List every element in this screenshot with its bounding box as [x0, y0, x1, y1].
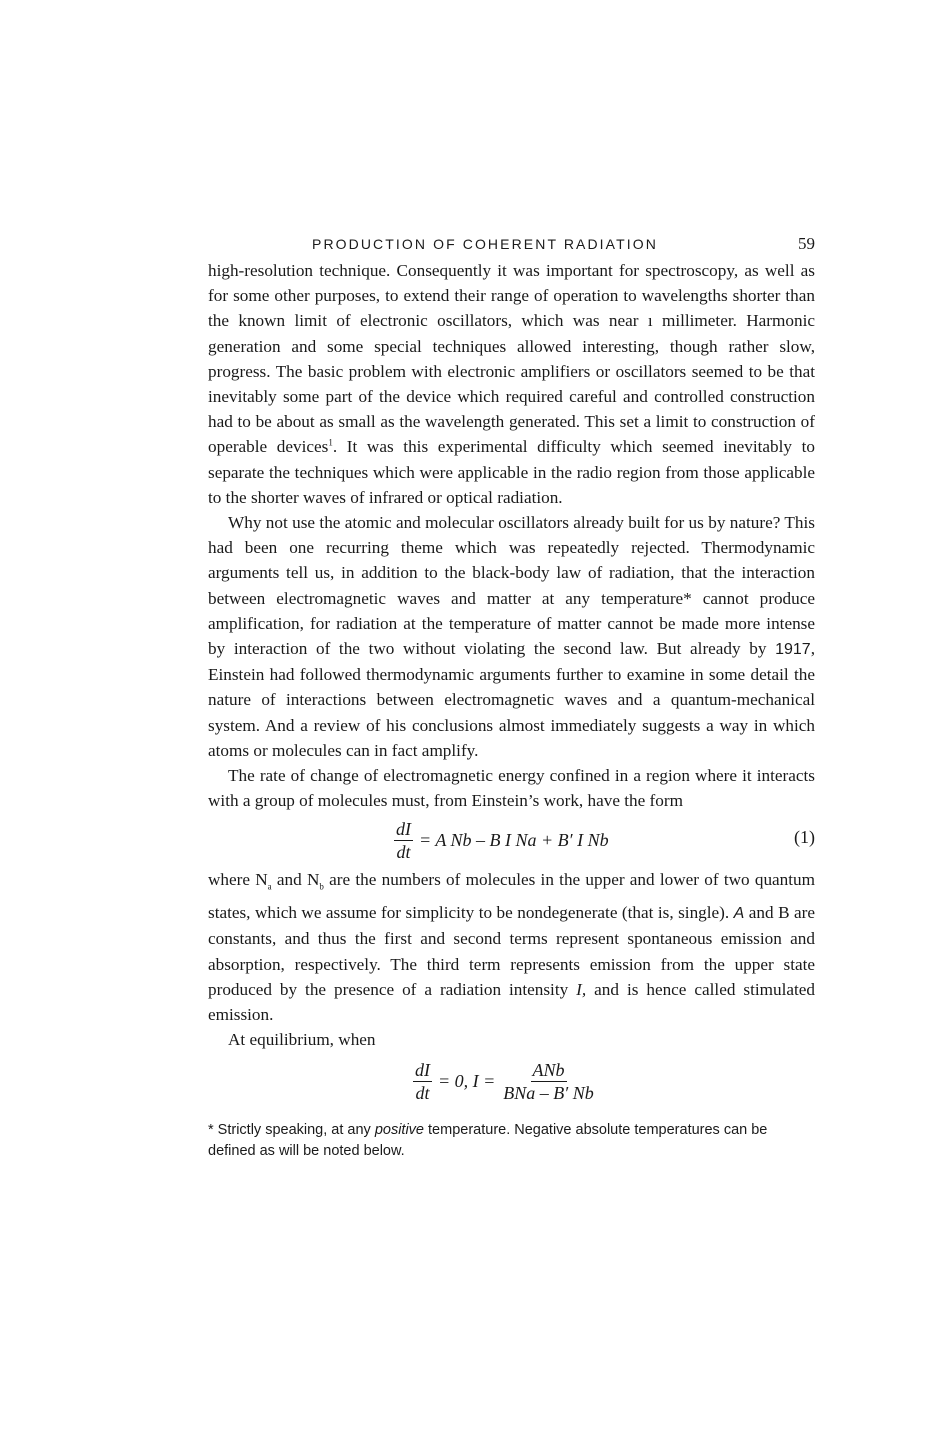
paragraph-4-text-d: and B are constants, and thus the first and second terms represent spontaneous emission and absorption, respectively. The third term represents emission from the upper state produced by the presence of a radiation intensity [208, 903, 815, 999]
running-title: PRODUCTION OF COHERENT RADIATION [312, 236, 658, 252]
paragraph-4-text-a: where N [208, 870, 268, 890]
equation-1-fraction [394, 818, 413, 863]
footnote-text-a: * Strictly speaking, at any [208, 1122, 375, 1139]
footnote-emphasis: positive [374, 1122, 424, 1139]
equation-2-numerator: dI [415, 1059, 430, 1080]
intensity-symbol: I, [576, 979, 587, 999]
subscript-b: b [319, 881, 324, 892]
equation-2-frac-denominator: BNa – B′ Nb [503, 1082, 594, 1103]
equation-2-middle: = 0, I = [438, 1070, 496, 1091]
page-header [208, 232, 815, 258]
year: 1917 [775, 641, 811, 659]
equation-1 [208, 813, 815, 867]
paragraph-4-text-e: and is hence called stimulated emission. [208, 979, 815, 1024]
footnote-ref: 1 [328, 437, 333, 448]
paragraph-2-text-b: , Einstein had followed thermodynamic arguments further to examine in some detail the nature of interactions between electromagnetic waves and a quantum-mechanical system. And a review of his conclusions almost immediately suggests a way in which atoms or molecules can in fact amplify. [208, 639, 815, 760]
paragraph-1-text-a: high-resolution technique. Consequently it was important for spectroscopy, as well as for some other purposes, to extend their range of operation to wavelengths shorter than the known limit of electronic oscillators, which was near ı millimeter. Harmonic generation and some special techniques allowed interesting, though rather slow, progress. The basic problem with electronic amplifiers or oscillators seemed to be that inevitably some part of the device which required careful and controlled construction had to be about as small as the wavelength generated. This set a limit to construction of operable devices [208, 261, 815, 457]
equation-2-frac-numerator: ANb [532, 1059, 565, 1080]
equation-2 [208, 1052, 815, 1112]
paragraph-2 [208, 510, 815, 763]
page-body [208, 232, 815, 1162]
equation-1-denominator: dt [396, 841, 411, 862]
paragraph-1-text-b: . It was this experimental difficulty which seemed inevitably to separate the techniques which were applicable in the radio region from those applicable to the shorter waves of infrared or optical radiation. [208, 437, 815, 507]
paragraph-3: The rate of change of electromagnetic energy confined in a region where it interacts with a group of molecules must, from Einstein’s work, have the form [208, 766, 815, 811]
paragraph-4-text-c: are the numbers of molecules in the upper and lower of two quantum states, which we assume for simplicity to be nondegenerate (that is, single). [208, 870, 815, 923]
paragraph-4-text-b: and N [271, 870, 320, 890]
equation-1-body [394, 813, 609, 867]
equation-1-numerator: dI [396, 818, 411, 839]
equation-1-number: (1) [794, 827, 815, 848]
equation-2-denominator: dt [415, 1082, 430, 1103]
equation-1-rhs: = A Nb – B I Na + B′ I Nb [419, 829, 609, 850]
footnote-text-b: temperature. Negative absolute temperatures can be defined as will be noted below. [208, 1122, 768, 1160]
equation-2-fraction [501, 1059, 595, 1104]
page-number: 59 [798, 234, 815, 253]
paragraph-1 [208, 258, 815, 510]
symbol-a: A [733, 905, 745, 923]
paragraph-5: At equilibrium, when [228, 1030, 376, 1050]
paragraph-4 [208, 867, 815, 1027]
equation-2-body [413, 1052, 602, 1110]
equation-2-derivative [413, 1059, 432, 1104]
subscript-a: a [267, 881, 272, 892]
paragraph-2-text-a: Why not use the atomic and molecular oscillators already built for us by nature? This had been one recurring theme which was repeatedly rejected. Thermodynamic arguments tell us, in addition to the black-body law of radiation, that the interaction between electromagnetic waves and matter at any temperature* cannot produce amplification, for radiation at the temperature of matter cannot be made more intense by interaction of the two without violating the second law. But already by [208, 513, 815, 659]
footnote [208, 1120, 815, 1162]
